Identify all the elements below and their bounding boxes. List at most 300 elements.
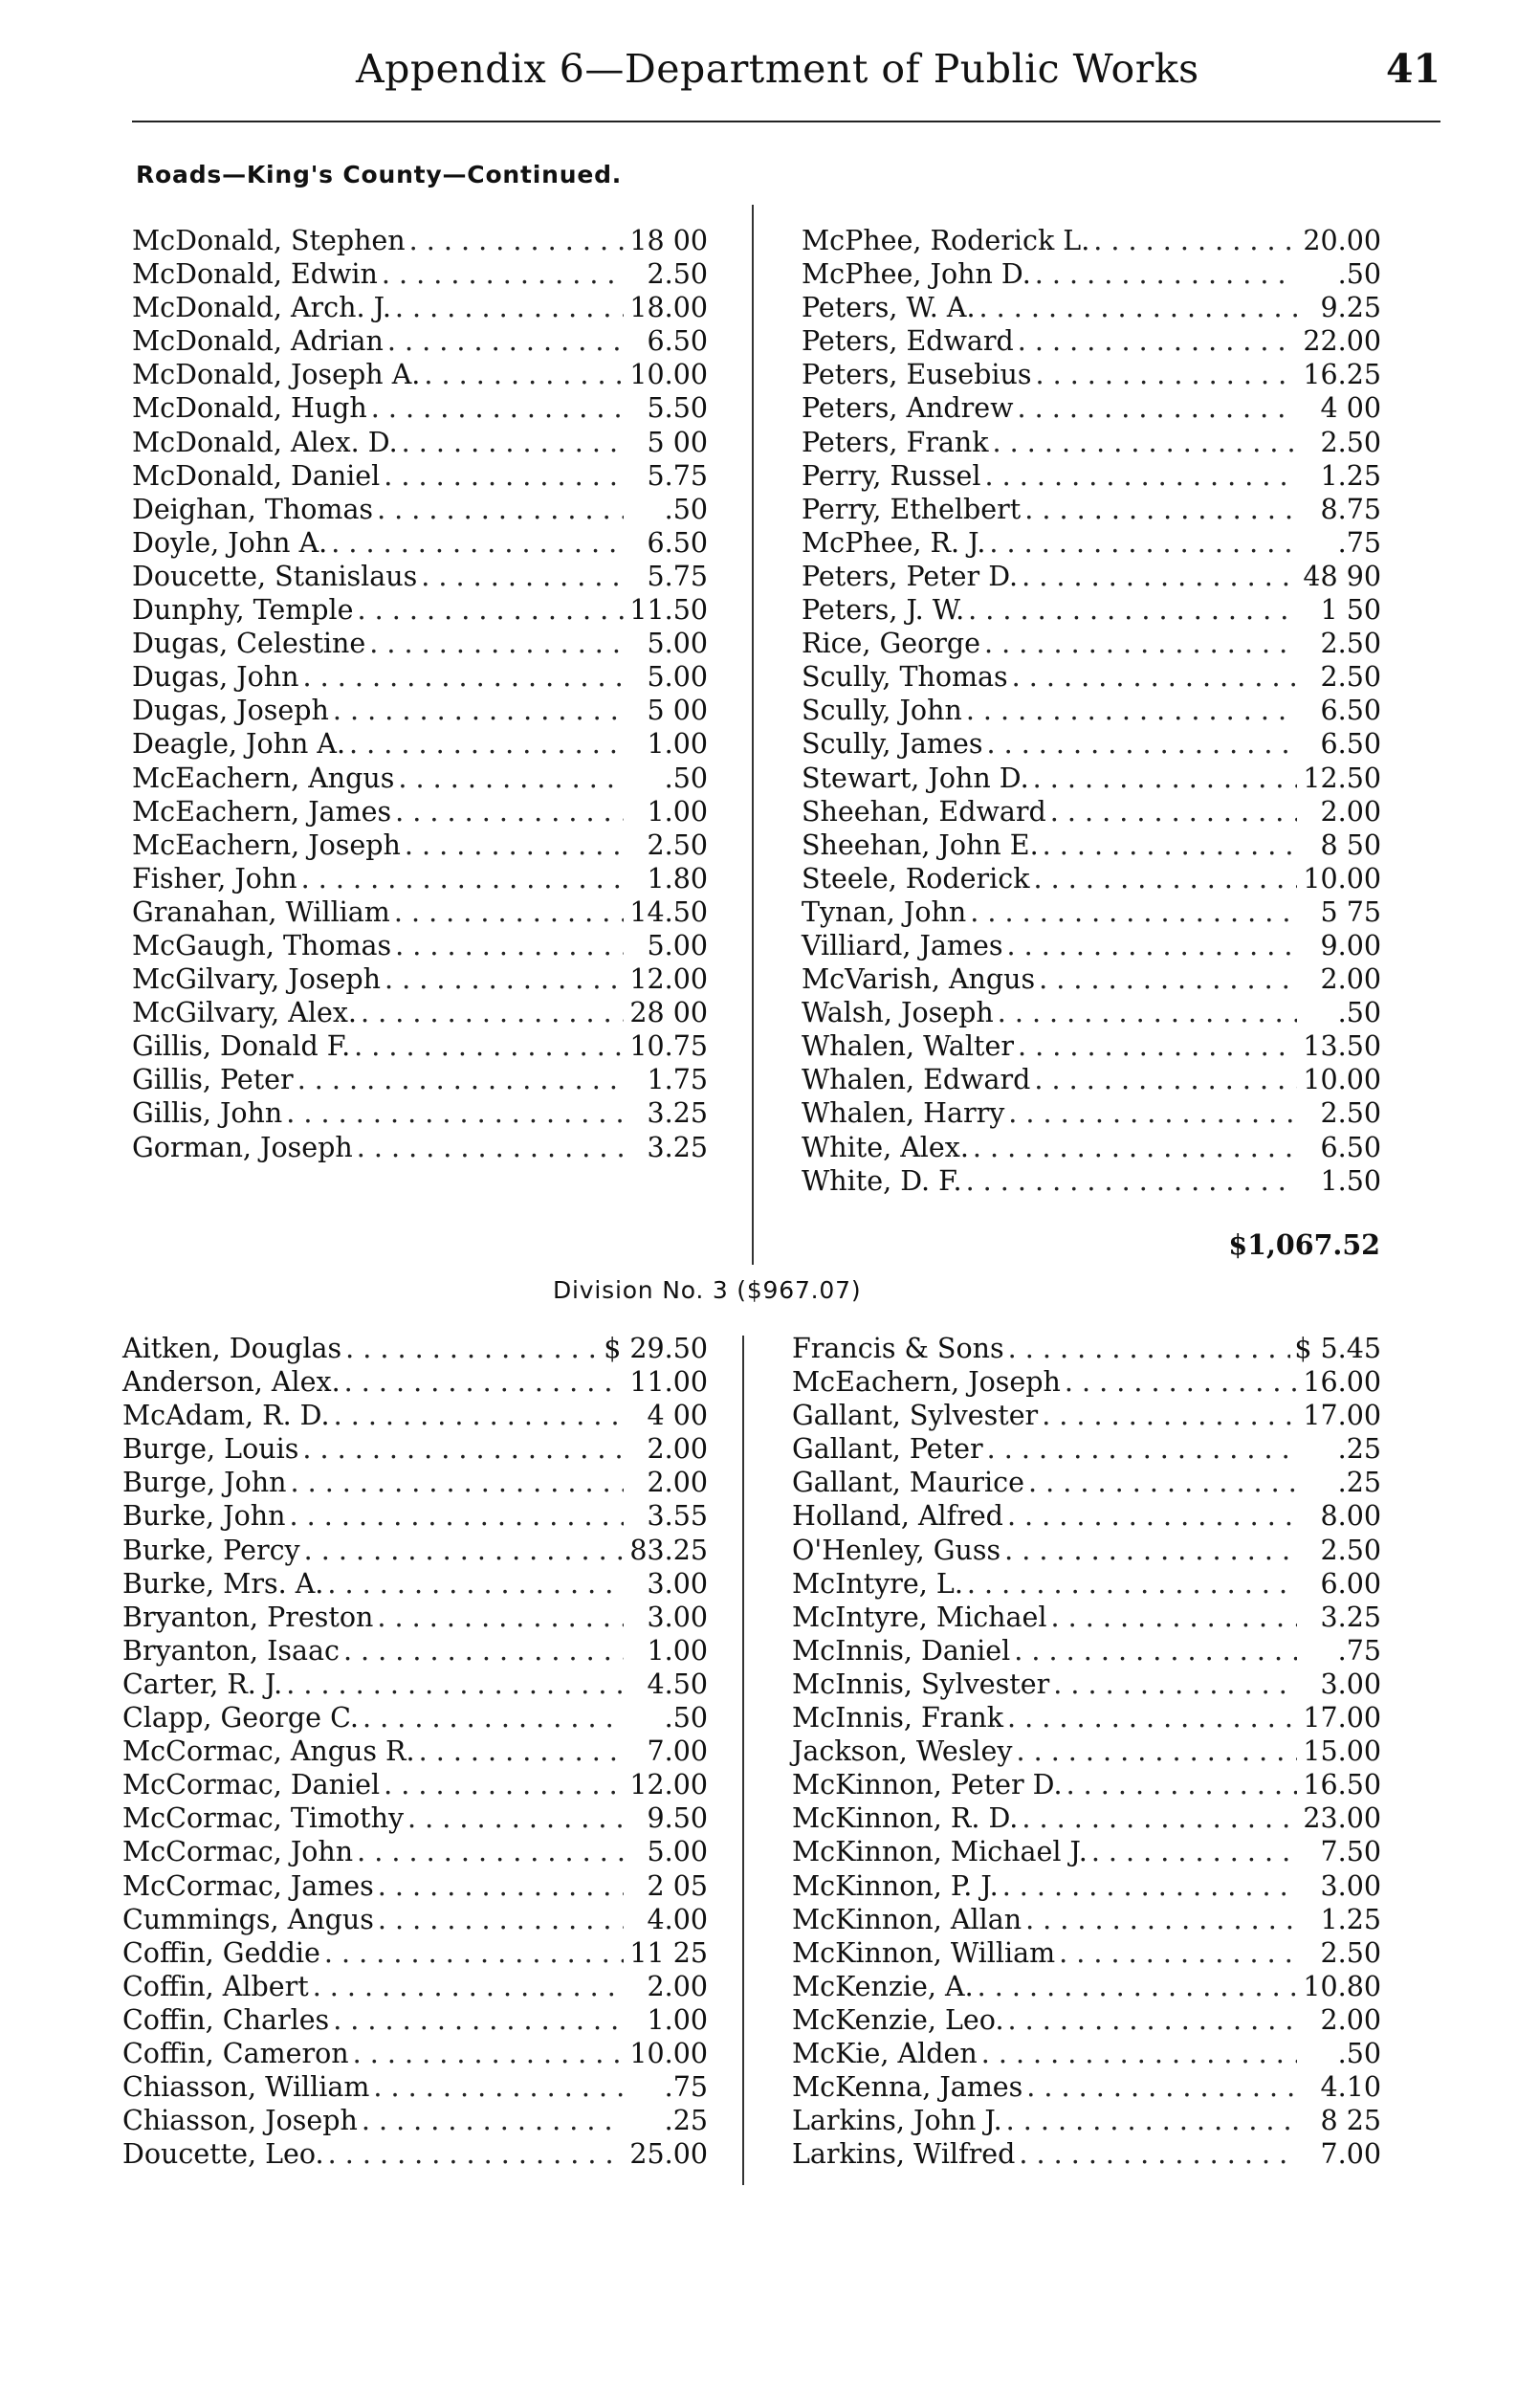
list-item	[802, 493, 1381, 526]
dot-leader	[357, 1131, 624, 1164]
dot-leader	[324, 1936, 624, 1970]
entry-amount: 23.00	[1303, 1802, 1381, 1835]
entry-amount: 8.75	[1320, 493, 1381, 525]
dot-leader	[1022, 1801, 1297, 1835]
entry-amount: 10.75	[629, 1030, 708, 1063]
section-title: Roads—King's County—Continued.	[136, 161, 623, 188]
dot-leader	[286, 1096, 624, 1130]
list-item	[802, 291, 1381, 324]
entry-name: Dugas, Joseph	[132, 695, 329, 727]
dot-leader	[354, 1029, 624, 1063]
list-item	[122, 2037, 708, 2070]
dot-leader	[361, 996, 624, 1029]
list-item	[122, 1835, 708, 1868]
entry-name: Scully, James	[802, 728, 983, 761]
entry-amount: 1.25	[1320, 459, 1381, 492]
dot-leader	[349, 727, 624, 761]
entry-name: Tynan, John	[802, 895, 967, 928]
entry-amount: 5.75	[647, 459, 708, 492]
dot-leader	[987, 1432, 1297, 1466]
entry-name: Anderson, Alex.	[122, 1366, 341, 1399]
list-item	[122, 1466, 708, 1499]
entry-name: Coffin, Charles	[122, 2003, 330, 2036]
dot-leader	[1033, 762, 1297, 795]
dot-leader	[998, 996, 1297, 1029]
list-item	[122, 1332, 708, 1365]
entry-name: McGilvary, Alex.	[132, 997, 357, 1029]
entry-amount: 4 00	[647, 1400, 708, 1432]
list-item	[802, 828, 1381, 862]
dot-leader	[331, 526, 624, 560]
entry-amount: 1.00	[647, 1634, 708, 1667]
list-item	[132, 929, 708, 962]
entry-name: McKenzie, Leo.	[792, 2003, 1004, 2036]
list-item	[132, 1096, 708, 1130]
entry-amount: 5.00	[647, 929, 708, 961]
entry-amount: .25	[1337, 1467, 1381, 1499]
entry-amount: 22.00	[1303, 325, 1381, 358]
entry-name: McKenzie, A.	[792, 1970, 974, 2002]
entry-amount: .25	[1337, 1433, 1381, 1466]
entry-name: Dunphy, Temple	[132, 594, 354, 627]
entry-name: Steele, Roderick	[802, 862, 1030, 895]
dot-leader	[966, 1164, 1297, 1198]
dot-leader	[1016, 1734, 1297, 1768]
dot-leader	[979, 291, 1297, 324]
dot-leader	[1024, 493, 1297, 526]
dot-leader	[973, 1131, 1297, 1164]
list-item	[802, 426, 1381, 459]
entry-name: Dugas, Celestine	[132, 628, 366, 660]
list-item	[792, 2070, 1381, 2104]
entry-amount: 2.50	[1320, 1534, 1381, 1566]
list-item	[132, 291, 708, 324]
entry-name: McDonald, Arch. J.	[132, 292, 391, 324]
header-rule	[132, 121, 1440, 122]
list-item	[132, 257, 708, 291]
dot-leader	[357, 1835, 624, 1868]
entry-name: Doucette, Leo.	[122, 2138, 324, 2171]
entry-amount: 10.00	[629, 2037, 708, 2069]
entry-name: Gillis, John	[132, 1097, 283, 1130]
entry-name: McGaugh, Thomas	[132, 929, 392, 961]
entry-name: Gillis, Donald F.	[132, 1030, 351, 1063]
entry-name: McIntyre, Michael	[792, 1601, 1047, 1633]
list-item	[132, 660, 708, 694]
list-item	[132, 1063, 708, 1096]
entry-amount: 5.00	[647, 1836, 708, 1868]
entry-amount: 2.00	[647, 1467, 708, 1499]
list-item	[122, 1970, 708, 2003]
entry-name: Walsh, Joseph	[802, 997, 994, 1029]
entry-amount: 2.00	[1320, 2003, 1381, 2036]
entry-amount: 16.00	[1303, 1366, 1381, 1399]
entry-amount: 12.00	[629, 1769, 708, 1801]
list-item	[122, 1567, 708, 1601]
entry-amount: 3.00	[647, 1567, 708, 1600]
entry-name: McKinnon, Allan	[792, 1903, 1022, 1935]
list-item	[122, 1869, 708, 1903]
list-item	[792, 1466, 1381, 1499]
entry-amount: .25	[664, 2105, 708, 2137]
entry-amount: 5.50	[647, 392, 708, 425]
entry-amount: 2.50	[647, 828, 708, 861]
dot-leader	[1050, 795, 1297, 828]
entry-name: Perry, Ethelbert	[802, 493, 1022, 525]
entry-name: McGilvary, Joseph	[132, 963, 381, 996]
entry-amount: 5 00	[647, 695, 708, 727]
list-item	[792, 1869, 1381, 1903]
list-item	[132, 962, 708, 996]
list-item	[802, 224, 1381, 257]
entry-amount: .50	[1337, 258, 1381, 291]
dot-leader	[302, 1432, 624, 1466]
entry-amount: 5.00	[647, 661, 708, 694]
entry-amount: 28 00	[629, 997, 708, 1029]
entry-amount: 11.00	[629, 1366, 708, 1399]
dot-leader	[377, 1601, 624, 1634]
dot-leader	[986, 727, 1297, 761]
dot-leader	[290, 1466, 624, 1499]
dot-leader	[377, 493, 624, 526]
entry-amount: 3.00	[647, 1601, 708, 1633]
list-item	[792, 2137, 1381, 2171]
dot-leader	[1026, 2070, 1297, 2104]
entry-amount: 1.00	[647, 2003, 708, 2036]
entry-name: Francis & Sons	[792, 1333, 1004, 1364]
entry-name: Coffin, Geddie	[122, 1936, 320, 1969]
entry-amount: 12.00	[629, 963, 708, 996]
dot-leader	[1066, 1768, 1297, 1801]
list-item	[802, 459, 1381, 493]
entry-name: Whalen, Walter	[802, 1030, 1014, 1063]
entry-name: McDonald, Hugh	[132, 392, 367, 425]
entry-amount: .75	[1337, 1634, 1381, 1667]
entry-name: Granahan, William	[132, 895, 390, 928]
list-item	[122, 2137, 708, 2171]
list-item	[122, 1432, 708, 1466]
list-item	[802, 560, 1381, 593]
entry-name: Perry, Russel	[802, 459, 981, 492]
entry-amount: 2.50	[647, 258, 708, 291]
dot-leader	[395, 929, 624, 962]
entry-name: McIntyre, L.	[792, 1567, 963, 1600]
dot-leader	[421, 560, 624, 593]
list-item	[122, 1734, 708, 1768]
entry-name: Burge, Louis	[122, 1433, 299, 1466]
dot-leader	[369, 627, 624, 660]
entry-amount: $ 29.50	[604, 1333, 708, 1364]
entry-name: O'Henley, Guss	[792, 1534, 1001, 1566]
list-item	[122, 1936, 708, 1970]
list-item	[802, 895, 1381, 929]
dot-leader	[378, 1869, 624, 1903]
entry-amount: 5.00	[647, 628, 708, 660]
dot-leader	[1091, 1835, 1297, 1868]
dot-leader	[382, 257, 624, 291]
entry-amount: 3.25	[647, 1131, 708, 1163]
dot-leader	[402, 426, 624, 459]
entry-name: Peters, Frank	[802, 426, 989, 458]
dot-leader	[984, 627, 1297, 660]
list-item	[802, 996, 1381, 1029]
list-item	[792, 1332, 1381, 1365]
entry-amount: $ 5.45	[1294, 1333, 1381, 1364]
dot-leader	[1018, 391, 1297, 425]
entry-name: Peters, Peter D.	[802, 560, 1019, 592]
entry-name: Larkins, Wilfred	[792, 2138, 1016, 2171]
list-item	[132, 224, 708, 257]
dot-leader	[1025, 1903, 1297, 1936]
entry-name: Bryanton, Isaac	[122, 1634, 340, 1667]
list-item	[792, 1734, 1381, 1768]
entry-amount: 1.50	[1320, 1164, 1381, 1197]
entry-amount: 2.50	[1320, 628, 1381, 660]
list-item	[122, 1903, 708, 1936]
entry-amount: .50	[1337, 2037, 1381, 2069]
entry-name: Dugas, John	[132, 661, 299, 694]
entry-amount: 14.50	[629, 895, 708, 928]
entry-amount: .50	[664, 493, 708, 525]
entry-amount: 5 75	[1320, 895, 1381, 928]
list-item	[122, 1668, 708, 1701]
entry-name: Whalen, Edward	[802, 1064, 1031, 1096]
dot-leader	[981, 2037, 1297, 2070]
dot-leader	[989, 526, 1297, 560]
list-item	[802, 593, 1381, 627]
dot-leader	[289, 1499, 624, 1533]
entry-name: McInnis, Sylvester	[792, 1668, 1050, 1700]
dot-leader	[327, 1567, 624, 1601]
division-left-column	[122, 1332, 708, 2171]
entry-name: Scully, Thomas	[802, 661, 1008, 694]
list-item	[792, 2104, 1381, 2137]
list-item	[792, 2037, 1381, 2070]
dot-leader	[1042, 1399, 1297, 1432]
entry-name: McCormac, Daniel	[122, 1769, 381, 1801]
dot-leader	[363, 1701, 624, 1734]
dot-leader	[1019, 2137, 1297, 2171]
entry-name: McVarish, Angus	[802, 963, 1036, 996]
dot-leader	[1008, 2003, 1297, 2037]
entry-amount: 4.10	[1320, 2071, 1381, 2104]
dot-leader	[398, 762, 624, 795]
list-item	[802, 1164, 1381, 1198]
dot-leader	[387, 324, 624, 358]
entry-amount: 1.80	[647, 862, 708, 895]
list-item	[132, 694, 708, 727]
list-item	[122, 1801, 708, 1835]
dot-leader	[1008, 1096, 1297, 1130]
list-item	[132, 358, 708, 391]
entry-amount: 17.00	[1303, 1702, 1381, 1734]
dot-leader	[301, 862, 624, 895]
entry-amount: .75	[1337, 526, 1381, 559]
dot-leader	[394, 895, 624, 929]
entry-name: McEachern, James	[132, 795, 392, 828]
entry-name: Burke, Percy	[122, 1534, 300, 1566]
entry-name: McKie, Alden	[792, 2037, 978, 2069]
dot-leader	[1007, 1499, 1297, 1533]
entry-name: McInnis, Frank	[792, 1702, 1003, 1734]
entry-amount: 7.00	[1320, 2138, 1381, 2171]
dot-leader	[358, 593, 624, 627]
list-item	[132, 459, 708, 493]
list-item	[132, 895, 708, 929]
entry-name: Clapp, George C.	[122, 1702, 359, 1734]
list-item	[132, 1131, 708, 1164]
entry-amount: 2.50	[1320, 661, 1381, 694]
entry-amount: 6.00	[1320, 1567, 1381, 1600]
dot-leader	[409, 224, 624, 257]
entry-name: McPhee, R. J.	[802, 526, 986, 559]
list-item	[792, 1601, 1381, 1634]
list-item	[802, 795, 1381, 828]
entry-amount: 2.50	[1320, 1097, 1381, 1130]
entry-amount: 1.00	[647, 795, 708, 828]
list-item	[802, 1131, 1381, 1164]
entry-name: McEachern, Joseph	[132, 828, 401, 861]
list-item	[792, 1365, 1381, 1399]
entry-name: Deighan, Thomas	[132, 493, 374, 525]
entry-amount: 9.25	[1320, 292, 1381, 324]
entry-name: Burge, John	[122, 1467, 287, 1499]
list-item	[792, 1701, 1381, 1734]
entry-name: McDonald, Edwin	[132, 258, 378, 291]
dot-leader	[1043, 828, 1297, 862]
dot-leader	[373, 2070, 624, 2104]
entry-name: Doyle, John A.	[132, 526, 328, 559]
dot-leader	[1022, 560, 1297, 593]
entry-name: McKenna, James	[792, 2071, 1023, 2104]
column-divider	[742, 1336, 744, 2185]
dot-leader	[407, 1801, 624, 1835]
dot-leader	[424, 358, 624, 391]
entry-amount: 1.25	[1320, 1903, 1381, 1935]
dot-leader	[286, 1668, 624, 1701]
entry-amount: 10.00	[1303, 1064, 1381, 1096]
list-item	[802, 1096, 1381, 1130]
dot-leader	[1035, 257, 1297, 291]
list-item	[792, 1567, 1381, 1601]
entry-name: McAdam, R. D.	[122, 1400, 330, 1432]
list-item	[802, 1063, 1381, 1096]
entry-amount: 83.25	[629, 1534, 708, 1566]
page-number: 41	[1385, 46, 1440, 92]
roads-right-column	[802, 224, 1381, 1198]
entry-amount: 8.00	[1320, 1500, 1381, 1533]
entry-name: McPhee, John D.	[802, 258, 1031, 291]
list-item	[792, 1499, 1381, 1533]
entry-amount: 4.00	[647, 1903, 708, 1935]
division-right-column	[792, 1332, 1381, 2171]
entry-amount: 2.50	[1320, 1936, 1381, 1969]
entry-amount: 18.00	[629, 292, 708, 324]
entry-name: McInnis, Daniel	[792, 1634, 1011, 1667]
entry-amount: 1.00	[647, 728, 708, 761]
entry-amount: 12.50	[1303, 762, 1381, 794]
dot-leader	[362, 2104, 624, 2137]
entry-amount: 1 50	[1320, 594, 1381, 627]
entry-name: Carter, R. J.	[122, 1668, 283, 1700]
entry-name: Gallant, Peter	[792, 1433, 983, 1466]
list-item	[802, 358, 1381, 391]
list-item	[792, 1534, 1381, 1567]
entry-name: McDonald, Alex. D.	[132, 426, 398, 458]
list-item	[792, 1835, 1381, 1868]
entry-name: McCormac, Timothy	[122, 1802, 405, 1835]
entry-amount: 6.50	[1320, 695, 1381, 727]
list-item	[802, 660, 1381, 694]
entry-name: Sheehan, Edward	[802, 795, 1046, 828]
entry-amount: .50	[664, 1702, 708, 1734]
list-item	[802, 694, 1381, 727]
list-item	[802, 862, 1381, 895]
entry-amount: 2.00	[1320, 795, 1381, 828]
entry-amount: 10.00	[1303, 862, 1381, 895]
dot-leader	[333, 694, 624, 727]
dot-leader	[419, 1734, 624, 1768]
entry-name: Peters, Andrew	[802, 392, 1014, 425]
entry-amount: 7.00	[647, 1735, 708, 1768]
entry-name: Peters, Edward	[802, 325, 1014, 358]
entry-name: Larkins, John J.	[792, 2105, 1002, 2137]
list-item	[792, 1768, 1381, 1801]
division-title: Division No. 3 ($967.07)	[553, 1276, 862, 1304]
list-item	[132, 996, 708, 1029]
list-item	[132, 391, 708, 425]
list-item	[132, 324, 708, 358]
list-item	[802, 391, 1381, 425]
entry-amount: 11.50	[629, 594, 708, 627]
entry-amount: 17.00	[1303, 1400, 1381, 1432]
entry-amount: 6.50	[647, 325, 708, 358]
list-item	[132, 727, 708, 761]
list-item	[132, 526, 708, 560]
entry-name: Chiasson, Joseph	[122, 2105, 358, 2137]
entry-amount: 6.50	[1320, 1131, 1381, 1163]
list-item	[122, 2070, 708, 2104]
list-item	[132, 560, 708, 593]
entry-amount: 2.00	[647, 1970, 708, 2002]
entry-name: Coffin, Albert	[122, 1970, 309, 2002]
dot-leader	[345, 1332, 600, 1365]
list-item	[132, 762, 708, 795]
entry-name: McPhee, Roderick L.	[802, 225, 1090, 256]
entry-name: Cummings, Angus	[122, 1903, 374, 1935]
roads-total: $1,067.52	[1228, 1228, 1380, 1261]
entry-name: Holland, Alfred	[792, 1500, 1003, 1533]
dot-leader	[1018, 1029, 1297, 1063]
dot-leader	[1008, 1332, 1291, 1365]
entry-amount: 10.80	[1303, 1970, 1381, 2002]
dot-leader	[1012, 660, 1297, 694]
entry-amount: 2 05	[647, 1869, 708, 1902]
dot-leader	[378, 1903, 624, 1936]
dot-leader	[1018, 324, 1297, 358]
entry-name: McDonald, Daniel	[132, 459, 381, 492]
list-item	[132, 862, 708, 895]
list-item	[122, 1601, 708, 1634]
list-item	[792, 1970, 1381, 2003]
dot-leader	[1007, 1701, 1297, 1734]
entry-amount: 48 90	[1303, 560, 1381, 592]
entry-amount: 3.55	[647, 1500, 708, 1533]
entry-name: McKinnon, P. J.	[792, 1869, 999, 1902]
list-item	[122, 1499, 708, 1533]
entry-amount: 9.50	[647, 1802, 708, 1835]
entry-amount: 2.00	[647, 1433, 708, 1466]
